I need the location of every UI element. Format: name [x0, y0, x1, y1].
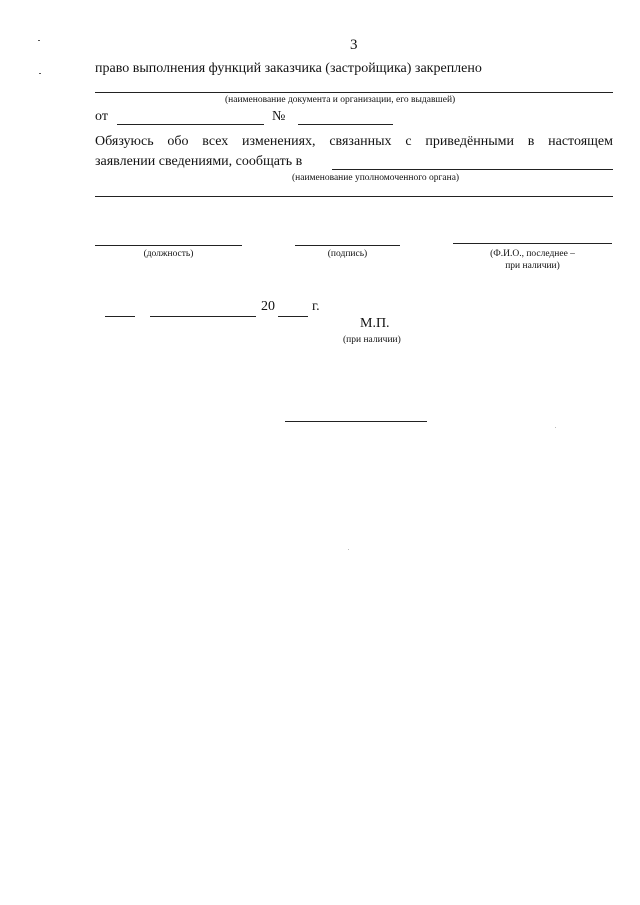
month-fill-line: [150, 316, 256, 317]
scan-speck: [555, 427, 556, 428]
obligation-paragraph-line2: заявлении сведениями, сообщать в: [95, 154, 303, 169]
document-fill-line: [95, 92, 613, 93]
year-fill-line: [278, 316, 308, 317]
day-fill-line: [105, 316, 135, 317]
obligation-paragraph-line1: Обязуюсь обо всех изменениях, связанных с приведёнными в настоящем: [95, 134, 613, 149]
stamp-caption: (при наличии): [343, 335, 401, 345]
signature-caption: (подпись): [327, 249, 368, 259]
number-fill-line: [298, 124, 393, 125]
page-number: 3: [350, 37, 358, 53]
scan-speck: [38, 40, 40, 41]
closing-separator-line: [285, 421, 427, 422]
position-caption: (должность): [143, 249, 194, 259]
from-label: от: [95, 109, 108, 124]
scan-speck: [39, 73, 41, 74]
fio-caption-line1: (Ф.И.О., последнее –: [490, 249, 575, 259]
authority-fill-line-2: [95, 196, 613, 197]
scan-speck: [348, 549, 349, 550]
authority-caption: (наименование уполномоченного органа): [292, 173, 460, 183]
position-fill-line: [95, 245, 242, 246]
year-prefix: 20: [261, 299, 275, 314]
stamp-label: М.П.: [360, 316, 390, 331]
fio-fill-line: [453, 243, 612, 244]
from-fill-line: [117, 124, 264, 125]
fio-caption-line2: при наличии): [505, 261, 560, 271]
rights-statement: право выполнения функций заказчика (застройщика) закреплено: [95, 61, 482, 76]
number-label: №: [272, 109, 286, 124]
year-suffix: г.: [312, 299, 320, 314]
document-caption: (наименование документа и организации, его выдавшей): [225, 95, 456, 105]
signature-fill-line: [295, 245, 400, 246]
authority-fill-line: [332, 169, 613, 170]
